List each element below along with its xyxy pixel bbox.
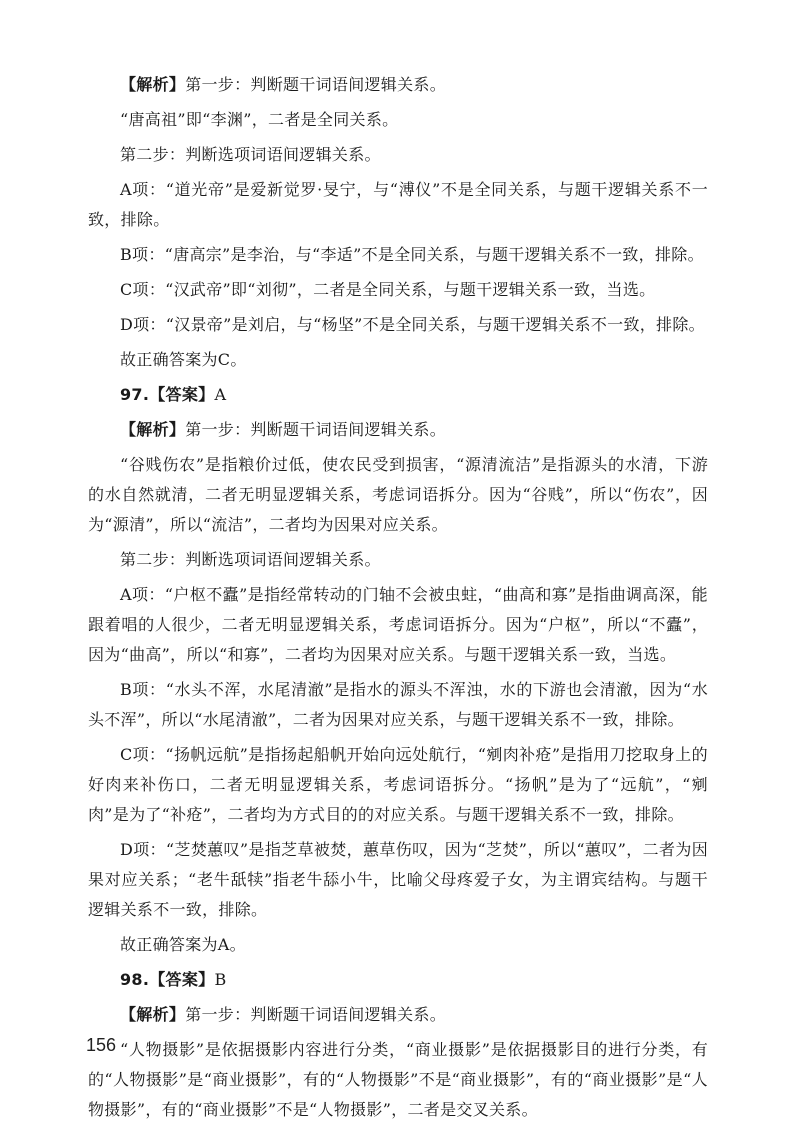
paragraph bbox=[88, 740, 708, 830]
paragraph-text: B项：“唐高宗”是李治，与“李适”不是全同关系，与题干逻辑关系不一致，排除。 bbox=[120, 245, 704, 264]
page-number: 156 bbox=[86, 1035, 117, 1055]
paragraph-text: “唐高祖”即“李渊”，二者是全同关系。 bbox=[120, 110, 399, 129]
paragraph-text: 第二步：判断选项词语间逻辑关系。 bbox=[120, 550, 381, 569]
answer-value: B bbox=[214, 970, 227, 989]
paragraph bbox=[88, 275, 708, 305]
answer-line bbox=[88, 380, 708, 410]
paragraph bbox=[88, 450, 708, 540]
paragraph bbox=[88, 140, 708, 170]
paragraph bbox=[88, 835, 708, 925]
section-label: 【解析】 bbox=[120, 420, 186, 439]
paragraph bbox=[88, 545, 708, 575]
answer-explanation-body bbox=[88, 70, 708, 1125]
answer-label: 98.【答案】 bbox=[120, 970, 215, 989]
paragraph-text: 第二步：判断选项词语间逻辑关系。 bbox=[120, 145, 381, 164]
paragraph-text: 第一步：判断题干词语间逻辑关系。 bbox=[185, 420, 447, 439]
paragraph bbox=[88, 310, 708, 340]
paragraph-text: 第一步：判断题干词语间逻辑关系。 bbox=[185, 75, 447, 94]
section-label: 【解析】 bbox=[120, 75, 186, 94]
paragraph-text: B项：“水头不浑，水尾清澈”是指水的源头不浑浊，水的下游也会清澈，因为“水头不浑”，所以“水尾清澈”，二者为因果对应关系，与题干逻辑关系不一致，排除。 bbox=[88, 680, 708, 729]
paragraph-text: A项：“户枢不蠹”是指经常转动的门轴不会被虫蛀，“曲高和寡”是指曲调高深，能跟着唱的人很少，二者无明显逻辑关系，考虑词语拆分。因为“户枢”，所以“不蠹”，因为“曲高”，所以“和寡”，二者均为因果对应关系。与题干逻辑关系一致，当选。 bbox=[88, 585, 708, 664]
paragraph bbox=[88, 175, 708, 235]
paragraph bbox=[88, 675, 708, 735]
paragraph bbox=[88, 345, 708, 375]
paragraph bbox=[88, 580, 708, 670]
answer-line bbox=[88, 965, 708, 995]
paragraph-text: 故正确答案为A。 bbox=[120, 935, 246, 954]
answer-value: A bbox=[214, 385, 227, 404]
paragraph-text: “人物摄影”是依据摄影内容进行分类，“商业摄影”是依据摄影目的进行分类，有的“人物摄影”是“商业摄影”，有的“人物摄影”不是“商业摄影”，有的“商业摄影”是“人物摄影”，有的“商业摄影”不是“人物摄影”，二者是交叉关系。 bbox=[88, 1040, 708, 1119]
paragraph bbox=[88, 930, 708, 960]
paragraph bbox=[88, 240, 708, 270]
paragraph-text: D项：“汉景帝”是刘启，与“杨坚”不是全同关系，与题干逻辑关系不一致，排除。 bbox=[120, 315, 705, 334]
paragraph-text: C项：“扬帆远航”是指扬起船帆开始向远处航行，“剜肉补疮”是指用刀挖取身上的好肉来补伤口，二者无明显逻辑关系，考虑词语拆分。“扬帆”是为了“远航”，“剜肉”是为了“补疮”，二者均为方式目的的对应关系。与题干逻辑关系不一致，排除。 bbox=[88, 745, 708, 824]
paragraph-text: 故正确答案为C。 bbox=[120, 350, 247, 369]
paragraph bbox=[88, 105, 708, 135]
paragraph-text: “谷贱伤农”是指粮价过低，使农民受到损害，“源清流洁”是指源头的水清，下游的水自然就清，二者无明显逻辑关系，考虑词语拆分。因为“谷贱”，所以“伤农”，因为“源清”，所以“流洁”，二者均为因果对应关系。 bbox=[88, 455, 708, 534]
paragraph bbox=[88, 1000, 708, 1030]
paragraph bbox=[88, 70, 708, 100]
section-label: 【解析】 bbox=[120, 1005, 186, 1024]
paragraph-text: A项：“道光帝”是爱新觉罗·旻宁，与“溥仪”不是全同关系，与题干逻辑关系不一致，排除。 bbox=[88, 180, 708, 229]
paragraph-text: D项：“芝焚蕙叹”是指芝草被焚，蕙草伤叹，因为“芝焚”，所以“蕙叹”，二者为因果对应关系；“老牛舐犊”指老牛舔小牛，比喻父母疼爱子女，为主谓宾结构。与题干逻辑关系不一致，排除。 bbox=[88, 840, 708, 919]
paragraph-text: C项：“汉武帝”即“刘彻”，二者是全同关系，与题干逻辑关系一致，当选。 bbox=[120, 280, 656, 299]
paragraph-text: 第一步：判断题干词语间逻辑关系。 bbox=[185, 1005, 447, 1024]
paragraph bbox=[88, 1035, 708, 1125]
answer-label: 97.【答案】 bbox=[120, 385, 215, 404]
paragraph bbox=[88, 415, 708, 445]
